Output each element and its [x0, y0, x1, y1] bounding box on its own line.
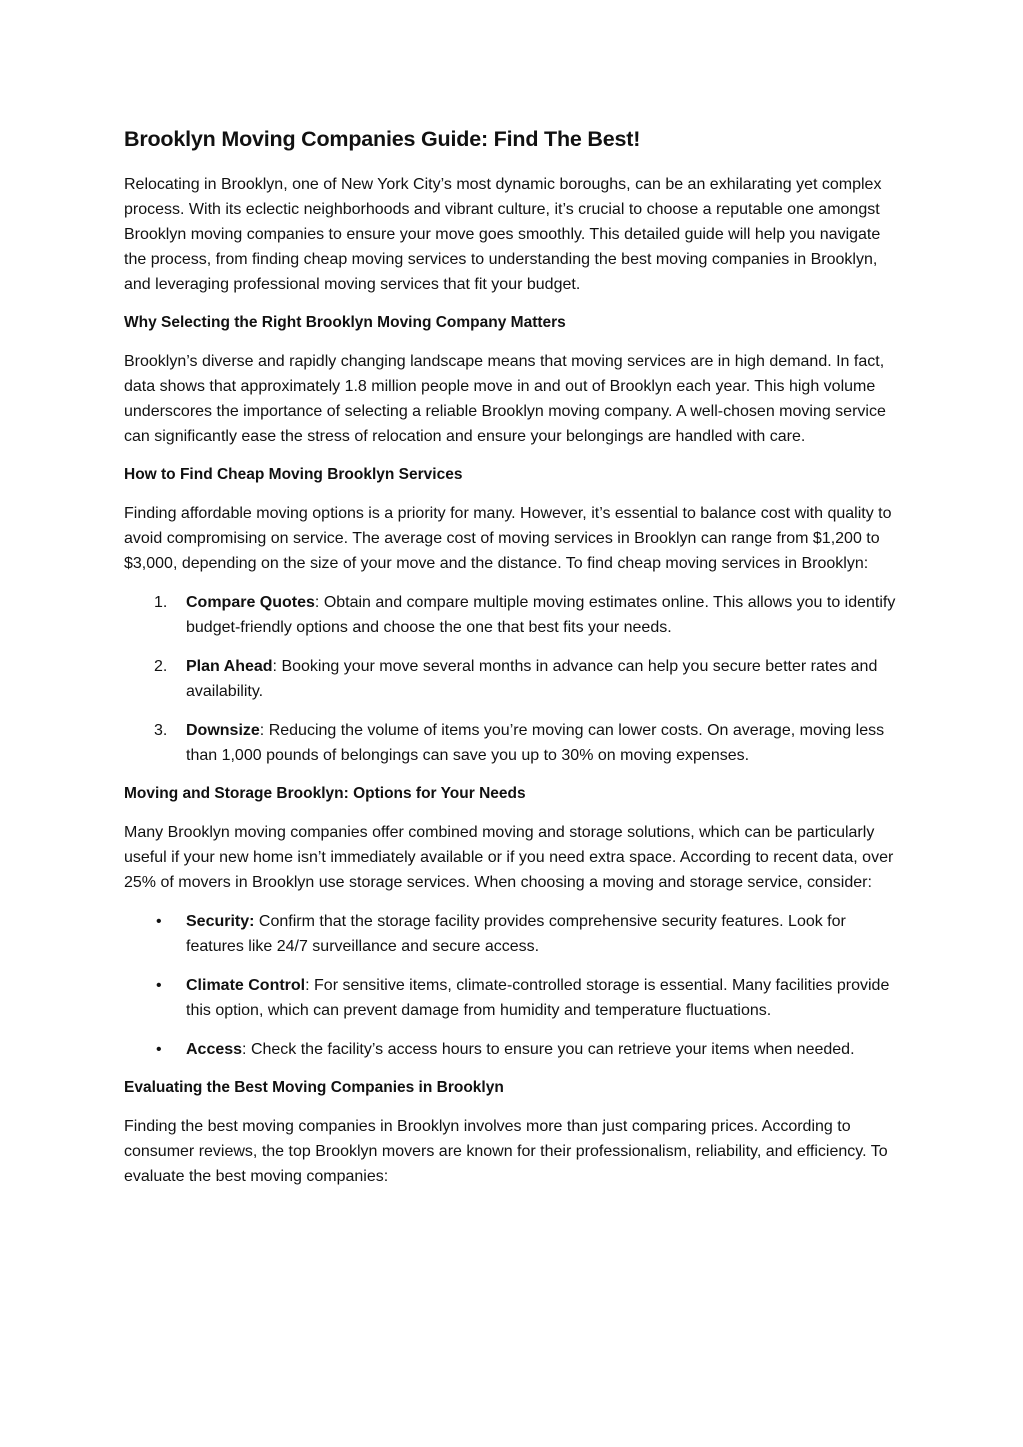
list-item-term: Climate Control [186, 977, 306, 994]
list-item-term: Plan Ahead [186, 658, 273, 675]
section-paragraph-cheap-moving: Finding affordable moving options is a priority for many. However, it’s essential to balance cost with quality to avoid compromising on service. The average cost of moving services in Brooklyn can range from $1,200 to $3,000, depending on the size of your move and the distance. To find cheap moving services in Brooklyn: [124, 505, 892, 572]
list-item-text: : For sensitive items, climate-controlled storage is essential. Many facilities provide this option, which can prevent damage from humidity and temperature fluctuations. [186, 977, 890, 1019]
list-item-term: Compare Quotes [186, 594, 315, 611]
section-paragraph-evaluating: Finding the best moving companies in Brooklyn involves more than just comparing prices. According to consumer reviews, the top Brooklyn movers are known for their professionalism, reliability, and efficiency. To evaluate the best moving companies: [124, 1118, 888, 1185]
bullet-icon: • [156, 913, 162, 930]
list-number: 2. [154, 658, 168, 675]
bullet-icon: • [156, 1041, 162, 1058]
list-item-term: Downsize [186, 722, 260, 739]
list-item-text: Confirm that the storage facility provides comprehensive security features. Look for features like 24/7 surveillance and secure access. [186, 913, 846, 955]
list-number: 3. [154, 722, 168, 739]
section-heading-why-selecting: Why Selecting the Right Brooklyn Moving Company Matters [124, 314, 566, 331]
list-item-text: : Check the facility’s access hours to ensure you can retrieve your items when needed. [242, 1041, 855, 1058]
section-heading-moving-storage: Moving and Storage Brooklyn: Options for Your Needs [124, 785, 526, 802]
intro-paragraph: Relocating in Brooklyn, one of New York City’s most dynamic boroughs, can be an exhilarating yet complex process. With its eclectic neighborhoods and vibrant culture, it’s crucial to choose a reputable one amongst Brooklyn moving companies to ensure your move goes smoothly. This detailed guide will help you navigate the process, from finding cheap moving services to understanding the best moving companies in Brooklyn, and leveraging professional moving services that fit your budget. [124, 176, 882, 293]
section-heading-evaluating: Evaluating the Best Moving Companies in Brooklyn [124, 1079, 504, 1096]
cheap-moving-tips-list [124, 590, 904, 768]
list-number: 1. [154, 594, 168, 611]
section-paragraph-moving-storage: Many Brooklyn moving companies offer combined moving and storage solutions, which can be particularly useful if your new home isn’t immediately available or if you need extra space. According to recent data, over 25% of movers in Brooklyn use storage services. When choosing a moving and storage service, consider: [124, 824, 894, 891]
list-item-text: : Obtain and compare multiple moving estimates online. This allows you to identify budget-friendly options and choose the one that best fits your needs. [186, 594, 896, 636]
section-heading-cheap-moving: How to Find Cheap Moving Brooklyn Services [124, 466, 463, 483]
list-item-term: Access [186, 1041, 243, 1058]
storage-considerations-list [124, 909, 904, 1062]
list-item [124, 654, 904, 704]
list-item [124, 1037, 904, 1062]
bullet-icon: • [156, 977, 162, 994]
list-item [124, 590, 904, 640]
document-page [124, 124, 904, 1203]
list-item [124, 973, 904, 1023]
list-item-text: : Reducing the volume of items you’re moving can lower costs. On average, moving less than 1,000 pounds of belongings can save you up to 30% on moving expenses. [186, 722, 885, 764]
list-item [124, 909, 904, 959]
section-paragraph-why-selecting: Brooklyn’s diverse and rapidly changing landscape means that moving services are in high demand. In fact, data shows that approximately 1.8 million people move in and out of Brooklyn each year. This high volume underscores the importance of selecting a reliable Brooklyn moving company. A well-chosen moving service can significantly ease the stress of relocation and ensure your belongings are handled with care. [124, 353, 886, 445]
list-item [124, 718, 904, 768]
list-item-term: Security: [186, 913, 255, 930]
page-title: Brooklyn Moving Companies Guide: Find The Best! [124, 127, 641, 151]
list-item-text: : Booking your move several months in advance can help you secure better rates and availability. [186, 658, 878, 700]
